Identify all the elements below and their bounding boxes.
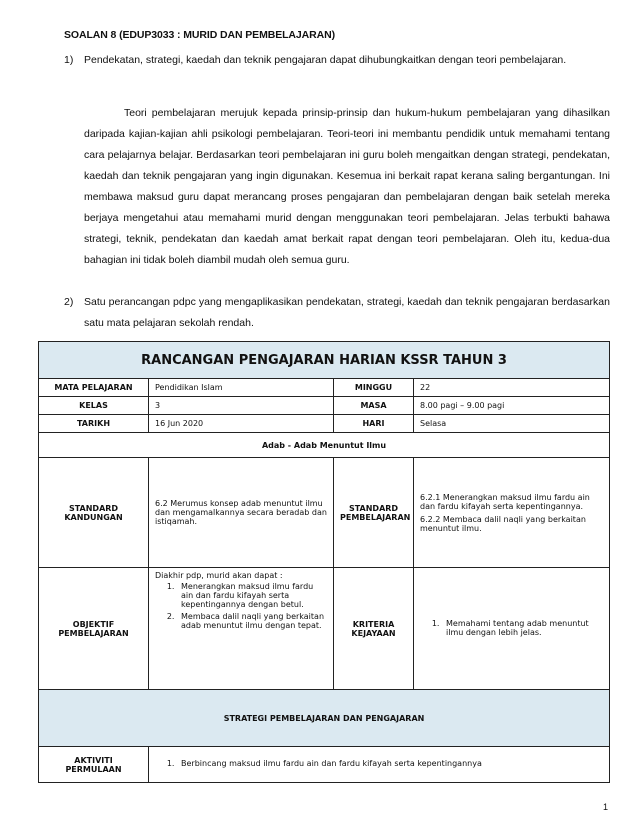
section-heading: SOALAN 8 (EDUP3033 : MURID DAN PEMBELAJARAN) <box>64 29 335 41</box>
aktiviti-item: 1. Berbincang maksud ilmu fardu ain dan fardu kifayah serta kepentingannya <box>177 759 603 768</box>
objektif-list <box>155 582 327 630</box>
standard-pembelajaran-label: STANDARD PEMBELAJARAN <box>334 458 414 568</box>
mata-pelajaran-label: MATA PELAJARAN <box>39 379 149 397</box>
topic-title: Adab - Adab Menuntut Ilmu <box>39 433 610 458</box>
aktiviti-list <box>155 759 603 768</box>
minggu-label: MINGGU <box>334 379 414 397</box>
standard-pembelajaran-item: 6.2.2 Membaca dalil naqli yang berkaitan menuntut ilmu. <box>420 514 586 533</box>
answer-paragraph: Teori pembelajaran merujuk kepada prinsip-prinsip dan hukum-hukum pembelajaran yang dihasilkan daripada kajian-kajian ahli psikologi pembelajaran. Teori-teori ini membantu pendidik untuk memahami tentang cara pelajarnya belajar. Berdasarkan teori pembelajaran ini guru boleh mengaitkan dengan strategi, pendekatan, kaedah dan teknik pengajaran yang ingin digunakan. Kesemua ini berkait rapat kerana saling bergantungan. Ini membawa maksud guru dapat merancang proses pengajaran dan pembelajaran dengan baik setelah mereka berjaya mengetahui atau memahami murid dengan menggunakan teori pembelajaran. Jelas terbukti bahawa strategi, teknik, pendekatan dan kaedah amat berkait rapat dengan teori pembelajaran. Oleh itu, kedua-dua bahagian ini tidak boleh diambil mudah oleh semua guru. <box>84 107 610 266</box>
strategi-header: STRATEGI PEMBELAJARAN DAN PENGAJARAN <box>39 690 610 747</box>
question-2-text: Satu perancangan pdpc yang mengaplikasikan pendekatan, strategi, kaedah dan teknik pengajaran berdasarkan satu mata pelajaran sekolah rendah. <box>84 296 610 329</box>
table-title: RANCANGAN PENGAJARAN HARIAN KSSR TAHUN 3 <box>39 342 610 379</box>
kriteria-kejayaan-cell <box>414 568 610 690</box>
kelas-label: KELAS <box>39 397 149 415</box>
objektif-intro: Diakhir pdp, murid akan dapat : <box>155 571 283 580</box>
kriteria-kejayaan-item: 1. Memahami tentang adab menuntut ilmu dengan lebih jelas. <box>442 619 603 637</box>
aktiviti-permulaan-cell <box>149 747 610 783</box>
minggu-value: 22 <box>414 379 610 397</box>
question-1 <box>64 50 610 71</box>
objektif-label: OBJEKTIF PEMBELAJARAN <box>39 568 149 690</box>
standard-pembelajaran-cell <box>414 458 610 568</box>
aktiviti-permulaan-label: AKTIVITI PERMULAAN <box>39 747 149 783</box>
masa-value: 8.00 pagi – 9.00 pagi <box>414 397 610 415</box>
objektif-item: 1. Menerangkan maksud ilmu fardu ain dan fardu kifayah serta kepentingannya dengan betul. <box>177 582 327 609</box>
kriteria-kejayaan-list <box>420 619 603 637</box>
tarikh-label: TARIKH <box>39 415 149 433</box>
question-2-number: 2) <box>64 296 74 308</box>
question-1-number: 1) <box>64 54 74 66</box>
kriteria-kejayaan-label: KRITERIA KEJAYAAN <box>334 568 414 690</box>
objektif-item: 2. Membaca dalil naqli yang berkaitan adab menuntut ilmu dengan tepat. <box>177 612 327 630</box>
mata-pelajaran-value: Pendidikan Islam <box>149 379 334 397</box>
standard-kandungan-text: 6.2 Merumus konsep adab menuntut ilmu dan mengamalkannya secara beradab dan istiqamah. <box>149 458 334 568</box>
page-number: 1 <box>602 802 608 812</box>
standard-pembelajaran-item: 6.2.1 Menerangkan maksud ilmu fardu ain dan fardu kifayah serta kepentingannya. <box>420 492 590 511</box>
standard-kandungan-label: STANDARD KANDUNGAN <box>39 458 149 568</box>
hari-label: HARI <box>334 415 414 433</box>
objektif-cell <box>149 568 334 690</box>
lesson-plan-table <box>38 341 610 783</box>
question-1-text: Pendekatan, strategi, kaedah dan teknik pengajaran dapat dihubungkaitkan dengan teori pembelajaran. <box>84 54 567 66</box>
masa-label: MASA <box>334 397 414 415</box>
question-2 <box>64 292 610 334</box>
tarikh-value: 16 Jun 2020 <box>149 415 334 433</box>
kelas-value: 3 <box>149 397 334 415</box>
hari-value: Selasa <box>414 415 610 433</box>
